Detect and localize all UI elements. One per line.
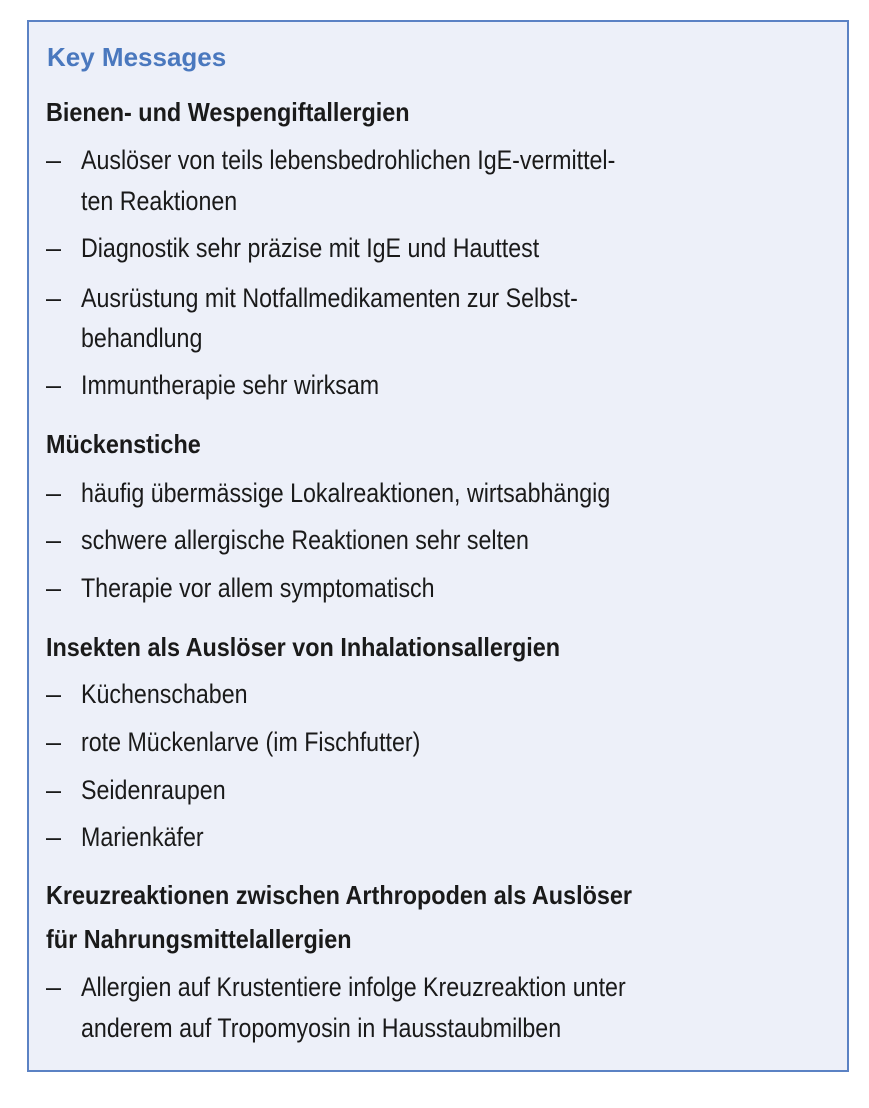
item-text-line: schwere allergische Reaktionen sehr selten (81, 525, 529, 555)
item-text-line: Allergien auf Krustentiere infolge Kreuzreaktion unter (81, 972, 626, 1002)
item-text-line: rote Mückenlarve (im Fischfutter) (81, 727, 421, 757)
item-text-line: behandlung (81, 323, 203, 353)
dash-bullet-icon: – (46, 972, 62, 1002)
dash-bullet-icon: – (46, 233, 62, 263)
item-text-line: häufig übermässige Lokalreaktionen, wirtsabhängig (81, 478, 611, 508)
box-title: Key Messages (47, 42, 227, 72)
section-heading: Bienen- und Wespengiftallergien (46, 97, 410, 127)
item-text-line: anderem auf Tropomyosin in Hausstaubmilben (81, 1013, 562, 1043)
dash-bullet-icon: – (46, 283, 62, 313)
key-messages-box (27, 20, 849, 1072)
dash-bullet-icon: – (46, 679, 62, 709)
item-text-line: Diagnostik sehr präzise mit IgE und Hauttest (81, 233, 540, 263)
dash-bullet-icon: – (46, 822, 62, 852)
dash-bullet-icon: – (46, 370, 62, 400)
dash-bullet-icon: – (46, 775, 62, 805)
item-text-line: Immuntherapie sehr wirksam (81, 370, 380, 400)
dash-bullet-icon: – (46, 573, 62, 603)
item-text-line: Ausrüstung mit Notfallmedikamenten zur Selbst- (81, 283, 578, 313)
dash-bullet-icon: – (46, 478, 62, 508)
dash-bullet-icon: – (46, 727, 62, 757)
dash-bullet-icon: – (46, 525, 62, 555)
section-heading: Insekten als Auslöser von Inhalationsallergien (46, 632, 561, 662)
item-text-line: Auslöser von teils lebensbedrohlichen IgE-vermittel- (81, 145, 616, 175)
section-heading: Kreuzreaktionen zwischen Arthropoden als Auslöser (46, 880, 632, 910)
section-heading-continuation: für Nahrungsmittelallergien (46, 924, 352, 954)
dash-bullet-icon: – (46, 145, 62, 175)
item-text-line: Seidenraupen (81, 775, 226, 805)
item-text-line: Therapie vor allem symptomatisch (81, 573, 435, 603)
item-text-line: Küchenschaben (81, 679, 248, 709)
item-text-line: Marienkäfer (81, 822, 204, 852)
item-text-line: ten Reaktionen (81, 186, 238, 216)
section-heading: Mückenstiche (46, 429, 201, 459)
